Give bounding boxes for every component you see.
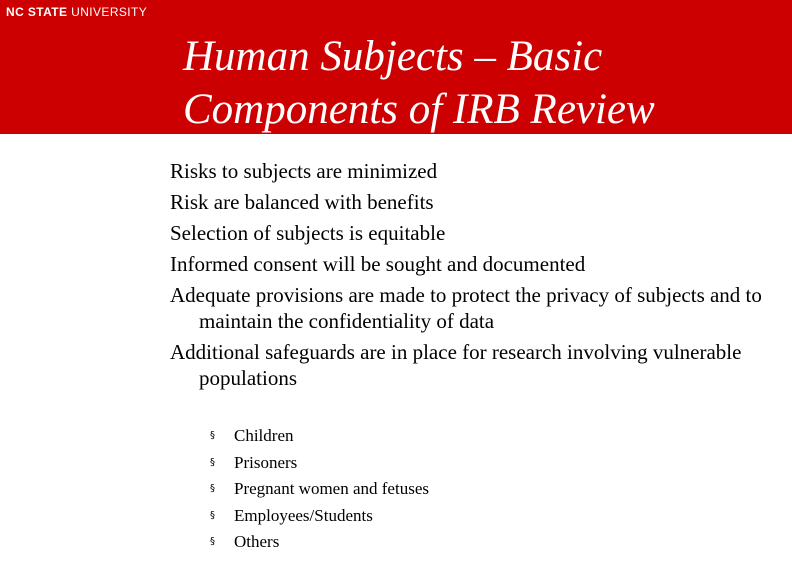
sub-bullet-item xyxy=(210,476,429,503)
sub-bullet-label: Prisoners xyxy=(234,452,298,472)
section-marker-icon: § xyxy=(210,536,215,547)
bullet-item: Selection of subjects is equitable xyxy=(170,221,446,245)
sub-bullet-list xyxy=(210,423,429,556)
bullet-item: Risk are balanced with benefits xyxy=(170,190,434,214)
header-banner xyxy=(0,0,792,134)
bullet-item: Informed consent will be sought and documented xyxy=(170,252,586,276)
sub-bullet-item xyxy=(210,450,429,477)
sub-bullet-label: Employees/Students xyxy=(234,505,373,525)
section-marker-icon: § xyxy=(210,456,215,468)
title-line-2: Components of IRB Review xyxy=(183,86,655,133)
bullet-item: Adequate provisions are made to protect the privacy of subjects and to maintain the confidentiality of data xyxy=(170,283,762,333)
logo-bold-text: NC STATE xyxy=(6,5,68,19)
sub-bullet-label: Pregnant women and fetuses xyxy=(234,479,429,498)
slide-title xyxy=(183,30,783,136)
logo-rest-text: UNIVERSITY xyxy=(71,5,148,19)
bullet-item: Additional safeguards are in place for research involving vulnerable populations xyxy=(170,340,742,390)
section-marker-icon: § xyxy=(210,509,215,521)
section-marker-icon: § xyxy=(210,483,215,494)
sub-bullet-label: Children xyxy=(234,426,294,445)
university-logo xyxy=(6,5,147,19)
bullet-item: Risks to subjects are minimized xyxy=(170,159,438,183)
sub-bullet-item xyxy=(210,529,429,556)
sub-bullet-label: Others xyxy=(234,532,280,551)
title-line-1: Human Subjects – Basic xyxy=(183,33,603,80)
sub-bullet-item xyxy=(210,423,429,450)
main-bullet-list xyxy=(170,158,770,396)
sub-bullet-item xyxy=(210,503,429,530)
section-marker-icon: § xyxy=(210,430,215,441)
